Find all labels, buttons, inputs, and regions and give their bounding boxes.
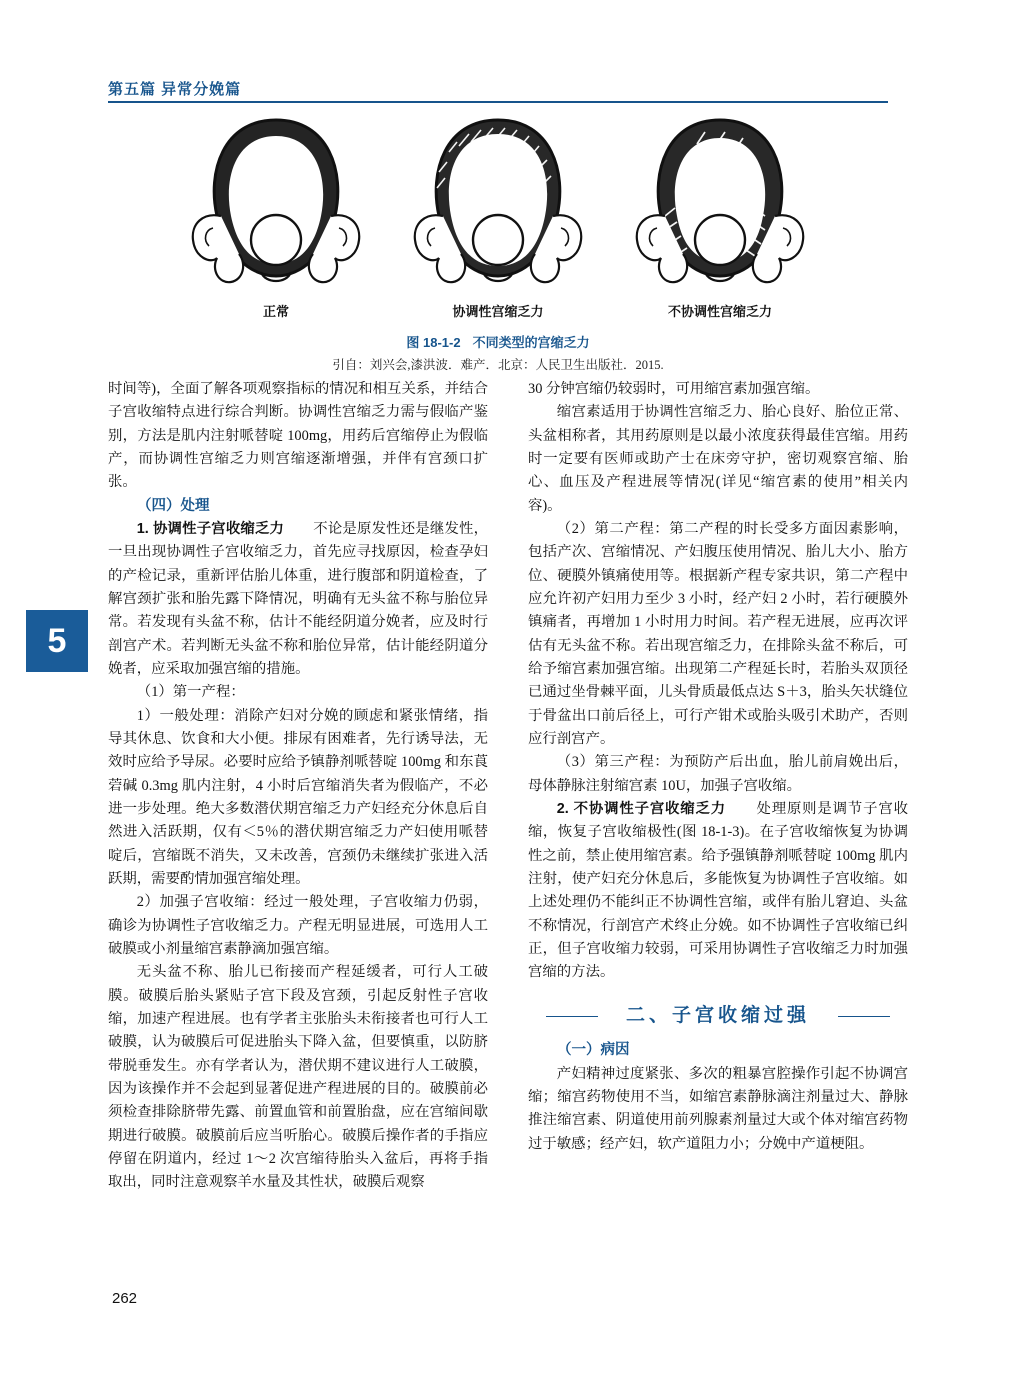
left-column <box>108 378 488 1195</box>
header-rule <box>108 101 888 103</box>
figure-number: 图 18-1-2 <box>406 335 461 350</box>
body-columns <box>108 378 908 1195</box>
paragraph: （1）第一产程： <box>136 684 245 701</box>
heading-cause: （一）病因 <box>557 1042 630 1059</box>
uterus-uncoordinated-illustration <box>625 112 815 292</box>
page-number: 262 <box>112 1290 138 1307</box>
paragraph: （2）第二产程：第二产程的时长受多方面因素影响，包括产次、宫缩情况、产妇腹压使用情况、胎儿大小、胎方位、硬膜外镇痛使用等。根据新产程专家共识，第二产程中应允许初产妇用力至少 3 小时，经产妇 2 小时，若行硬膜外镇痛者，再增加 1 小时用力时间。若产程无进展，应再次评估有无头盆不称。若出现宫缩乏力，在排除头盆不称后，可给予缩宫素加强宫缩。出现第二产程延长时，若胎头双顶径已通过坐骨棘平面，儿头骨质最低点达 S＋3，胎头矢状缝位于骨盆出口前后径上，可行产钳术或胎头吸引术助产，否则应行剖宫产。 <box>528 520 908 747</box>
paragraph-lead: 1. 协调性子宫收缩乏力 <box>136 521 285 538</box>
figure-panel-uncoordinated <box>625 112 815 320</box>
uterus-coordinated-illustration <box>403 112 593 292</box>
paragraph: 1）一般处理：消除产妇对分娩的顾虑和紧张情绪，指导其休息、饮食和大小便。排尿有困难者，先行诱导法，无效时应给予导尿。必要时应给予镇静剂哌替啶 100mg 和东莨菪碱 0.3mg 肌内注射，4 小时后宫缩消失者为假临产，不必进一步处理。绝大多数潜伏期宫缩乏力产妇经充分休息后自然进入活跃期，仅有＜5％的潜伏期宫缩乏力产妇使用哌替啶后，宫缩既不消失，又未改善，宫颈仍未继续扩张进入活跃期，需要酌情加强宫缩处理。 <box>108 707 488 888</box>
paragraph-text: 处理原则是调节子宫收缩，恢复子宫收缩极性(图 18-1-3)。在子宫收缩恢复为协调性之前，禁止使用缩宫素。给予强镇静剂哌替啶 100mg 肌内注射，使产妇充分休息后，多能恢复为协调性子宫收缩。如上述处理仍不能纠正不协调性宫缩，或伴有胎儿窘迫、头盆不称情况，行剖宫产术终止分娩。如不协调性子宫收缩已纠正，但子宫收缩力较弱，可采用协调性子宫收缩乏力时加强宫缩的方法。 <box>528 800 908 981</box>
figure-panel-coordinated <box>403 112 593 320</box>
figure-artwork <box>108 112 888 320</box>
paragraph: 产妇精神过度紧张、多次的粗暴宫腔操作引起不协调宫缩；缩宫药物使用不当，如缩宫素静脉滴注剂量过大、静脉推注缩宫素、阴道使用前列腺素剂量过大或个体对缩宫药物过于敏感；经产妇，软产道阻力小；分娩中产道梗阻。 <box>528 1065 908 1152</box>
figure-source: 引自：刘兴会,漆洪波．难产．北京：人民卫生出版社．2015. <box>332 358 664 372</box>
figure-18-1-2 <box>108 112 888 373</box>
figure-label-uncoordinated: 不协调性宫缩乏力 <box>667 304 772 319</box>
figure-label-coordinated: 协调性宫缩乏力 <box>452 304 544 319</box>
paragraph: 无头盆不称、胎儿已衔接而产程延缓者，可行人工破膜。破膜后胎头紧贴子宫下段及宫颈，引起反射性子宫收缩，加速产程进展。也有学者主张胎头未衔接者也可行人工破膜，认为破膜后可促进胎头下降入盆，但要慎重，以防脐带脱垂发生。亦有学者认为，潜伏期不建议进行人工破膜，因为该操作并不会起到显著促进产程进展的目的。破膜前必须检查排除脐带先露、前置血管和前置胎盘，应在宫缩间歇期进行破膜。破膜前后应当听胎心。破膜后操作者的手指应停留在阴道内，经过 1～2 次宫缩待胎头入盆后，再将手指取出，同时注意观察羊水量及其性状，破膜后观察 <box>108 964 488 1191</box>
paragraph: 30 分钟宫缩仍较弱时，可用缩宫素加强宫缩。 <box>528 381 820 397</box>
figure-title-text: 不同类型的宫缩乏力 <box>472 335 590 350</box>
chapter-tab: 5 <box>26 610 88 672</box>
paragraph: 缩宫素适用于协调性宫缩乏力、胎心良好、胎位正常、头盆相称者，其用药原则是以最小浓度获得最佳宫缩。用药时一定要有医师或助产士在床旁守护，密切观察宫缩、胎心、血压及产程进展等情况(详见“缩宫素的使用”相关内容)。 <box>528 404 908 514</box>
page-header <box>108 78 888 106</box>
figure-label-normal: 正常 <box>262 304 289 319</box>
paragraph: 时间等)，全面了解各项观察指标的情况和相互关系，并结合子宫收缩特点进行综合判断。协调性宫缩乏力需与假临产鉴别，方法是肌内注射哌替啶 100mg，用药后宫缩停止为假临产，而协调性宫缩乏力则宫缩逐渐增强，并伴有宫颈口扩张。 <box>108 381 488 491</box>
paragraph: 2）加强子宫收缩：经过一般处理，子宫收缩力仍弱，确诊为协调性子宫收缩乏力。产程无明显进展，可选用人工破膜或小剂量缩宫素静滴加强宫缩。 <box>108 894 488 958</box>
header-title: 第五篇 异常分娩篇 <box>108 81 242 98</box>
paragraph-lead: 2. 不协调性子宫收缩乏力 <box>556 800 726 817</box>
paragraph: （3）第三产程：为预防产后出血，胎儿前肩娩出后，母体静脉注射缩宫素 10U，加强子宫收缩。 <box>528 754 908 794</box>
paragraph-text: 不论是原发性还是继发性，一旦出现协调性子宫收缩乏力，首先应寻找原因，检查孕妇的产检记录，重新评估胎儿体重，进行腹部和阴道检查，了解宫颈扩张和胎先露下降情况，明确有无头盆不称与胎位异常。若发现有头盆不称，估计不能经阴道分娩者，应及时行剖宫产术。若判断无头盆不称和胎位异常，估计能经阴道分娩者，应采取加强宫缩的措施。 <box>108 521 488 678</box>
section-heading: 二、子宫收缩过强 <box>528 1001 908 1032</box>
heading-treatment: （四）处理 <box>137 497 210 514</box>
figure-panel-normal <box>181 112 371 320</box>
paragraph <box>528 798 908 985</box>
right-column <box>528 378 908 1195</box>
uterus-normal-illustration <box>181 112 371 292</box>
figure-caption <box>108 332 888 351</box>
paragraph <box>108 518 488 681</box>
